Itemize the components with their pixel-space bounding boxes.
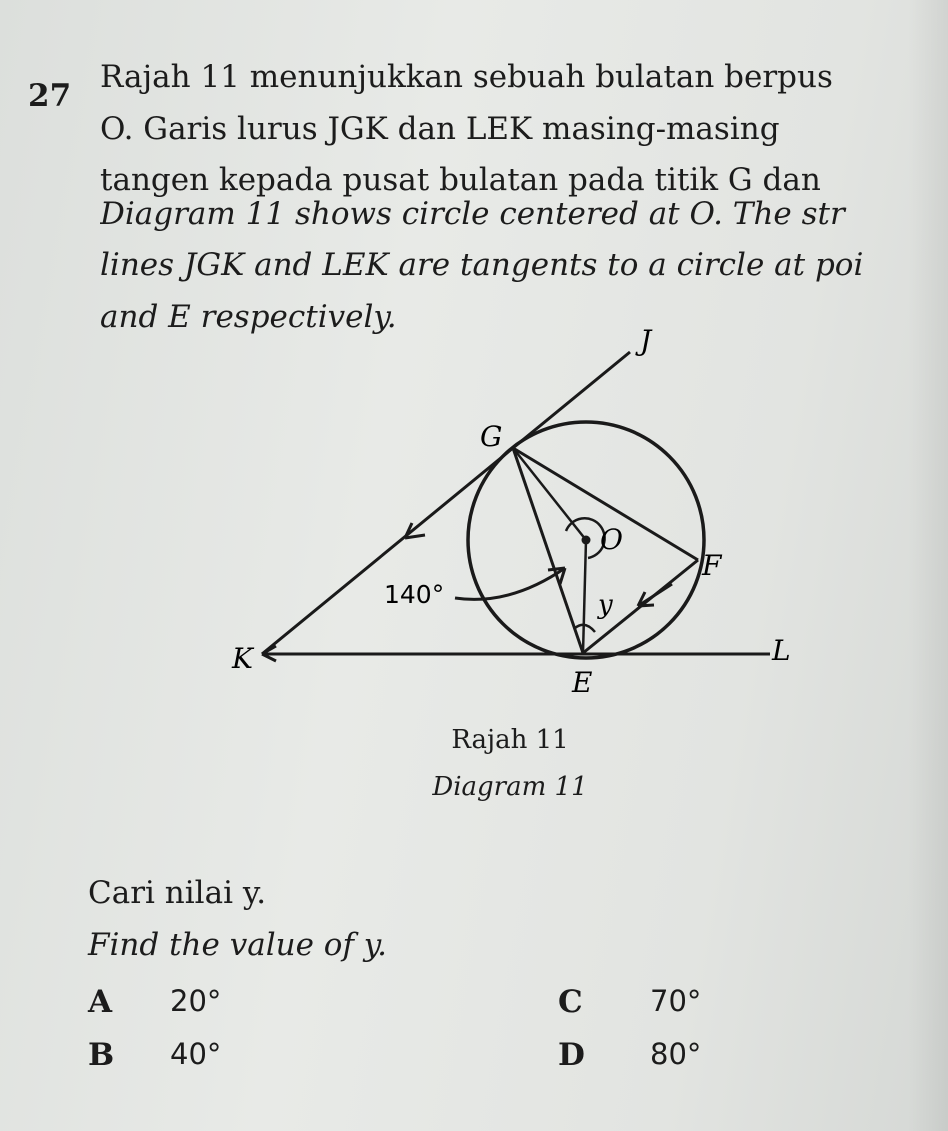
question-text-line-2: O. Garis lurus JGK dan LEK masing-masing <box>100 111 780 147</box>
label-g: G <box>480 420 503 453</box>
prompt-malay: Cari nilai y. <box>88 875 267 911</box>
option-c-value[interactable]: 70° <box>650 984 702 1018</box>
option-d-value[interactable]: 80° <box>650 1037 702 1071</box>
question-text-line-5: lines JGK and LEK are tangents to a circle at poi <box>100 247 864 283</box>
question-text-line-4: Diagram 11 shows circle centered at O. The str <box>100 196 845 232</box>
label-j: J <box>640 324 652 357</box>
option-a-value[interactable]: 20° <box>170 984 222 1018</box>
chord-ge <box>513 448 583 653</box>
label-l: L <box>772 634 791 667</box>
tangent-line-jgk <box>262 352 630 654</box>
question-number: 27 <box>28 78 72 114</box>
question-text-line-6: and E respectively. <box>100 299 397 335</box>
angle-label-140: 140° <box>384 580 445 609</box>
radius-oe <box>583 540 586 653</box>
option-d-letter[interactable]: D <box>558 1037 585 1073</box>
label-e: E <box>572 666 593 699</box>
label-y: y <box>598 590 613 620</box>
option-b-value[interactable]: 40° <box>170 1037 222 1071</box>
prompt-english: Find the value of y. <box>88 927 388 963</box>
caption-malay: Rajah 11 <box>451 725 569 755</box>
angle-arc-y <box>575 625 595 632</box>
caption-english: Diagram 11 <box>432 772 588 802</box>
label-k: K <box>232 642 253 675</box>
option-c-letter[interactable]: C <box>558 984 583 1020</box>
question-text-line-1: Rajah 11 menunjukkan sebuah bulatan berpus <box>100 59 833 95</box>
option-b-letter[interactable]: B <box>88 1037 115 1073</box>
option-a-letter[interactable]: A <box>88 984 113 1020</box>
label-o: O <box>600 523 623 556</box>
label-f: F <box>702 549 722 582</box>
radius-og <box>513 448 586 540</box>
centre-point <box>582 536 591 545</box>
question-text-line-3: tangen kepada pusat bulatan pada titik G dan <box>100 162 821 198</box>
